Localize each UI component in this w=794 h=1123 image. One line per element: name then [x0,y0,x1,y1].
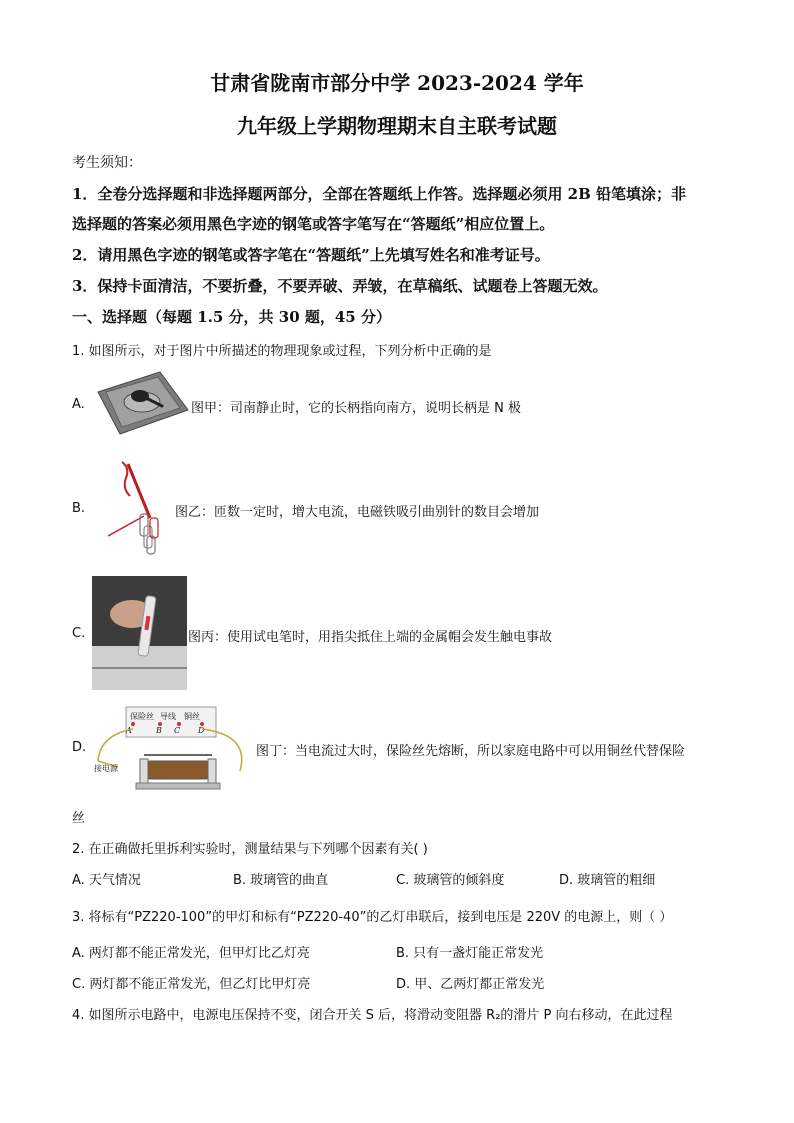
q1-option-c-text: 图丙：使用试电笔时，用指尖抵住上端的金属帽会发生触电事故 [188,630,553,645]
fuse-label: 保险丝 [130,712,154,721]
q1-option-c-label: C. [72,626,86,641]
q1-option-b-label: B. [72,501,86,516]
notice-item1a: 1．全卷分选择题和非选择题两部分，全部在答题纸上作答。选择题必须用 2B 铅笔填涂；非 [72,185,687,203]
notice-item1b: 选择题的答案必须用黑色字迹的钢笔或答字笔写在“答题纸”相应位置上。 [72,215,555,233]
q1-option-a-text: 图甲：司南静止时，它的长柄指向南方，说明长柄是 N 极 [191,401,521,416]
notice-item3: 3．保持卡面清洁，不要折叠，不要弄破、弄皱，在草稿纸、试题卷上答题无效。 [72,277,608,295]
electromagnet-paperclip-image [100,458,170,558]
wire-label: 导线 [160,712,176,721]
page-title-line1: 甘肃省陇南市部分中学 2023-2024 学年 [210,71,584,95]
point-d: D [198,726,205,735]
q3-choice-b: B. 只有一盏灯能正常发光 [396,946,544,961]
q2-stem: 2. 在正确做托里拆利实验时，测量结果与下列哪个因素有关( ) [72,842,428,857]
notice-heading: 考生须知： [72,155,142,171]
q4-stem: 4. 如图所示电路中，电源电压保持不变，闭合开关 S 后，将滑动变阻器 R₂的滑片 P 向右移动，在此过程 [72,1008,673,1023]
q1-option-b-text: 图乙：匝数一定时，增大电流，电磁铁吸引曲别针的数目会增加 [175,505,540,520]
q3-choice-c: C. 两灯都不能正常发光，但乙灯比甲灯亮 [72,977,311,992]
q3-choice-a: A. 两灯都不能正常发光，但甲灯比乙灯亮 [72,946,310,961]
q2-choice-c: C. 玻璃管的倾斜度 [396,873,505,888]
sinan-compass-image [90,370,190,438]
page-title-line2: 九年级上学期物理期末自主联考试题 [237,114,557,138]
q1-option-d-text: 图丁：当电流过大时，保险丝先熔断，所以家庭电路中可以用铜丝代替保险 [256,744,686,759]
fuse-circuit-image [90,705,255,797]
point-c: C [174,726,181,735]
q1-option-a-label: A. [72,397,85,412]
test-pen-image [92,576,187,690]
copper-label: 铜丝 [184,712,200,721]
point-a: A [126,726,132,735]
q3-stem: 3. 将标有“PZ220-100”的甲灯和标有“PZ220-40”的乙灯串联后，接到电压是 220V 的电源上，则（ ） [72,910,673,925]
q1-option-d-text-cont: 丝 [72,811,86,826]
q3-choice-d: D. 甲、乙两灯都正常发光 [396,977,545,992]
q2-choice-d: D. 玻璃管的粗细 [559,873,656,888]
q1-option-d-label: D. [72,740,87,755]
section1-heading: 一、选择题（每题 1.5 分，共 30 题，45 分） [72,308,391,326]
q2-choice-a: A. 天气情况 [72,873,141,888]
q2-choice-b: B. 玻璃管的曲直 [233,873,329,888]
q1-stem: 1. 如图所示，对于图片中所描述的物理现象或过程，下列分析中正确的是 [72,344,492,359]
notice-item2: 2．请用黑色字迹的钢笔或答字笔在“答题纸”上先填写姓名和准考证号。 [72,246,550,264]
point-b: B [156,726,162,735]
power-label: 接电源 [94,764,118,773]
